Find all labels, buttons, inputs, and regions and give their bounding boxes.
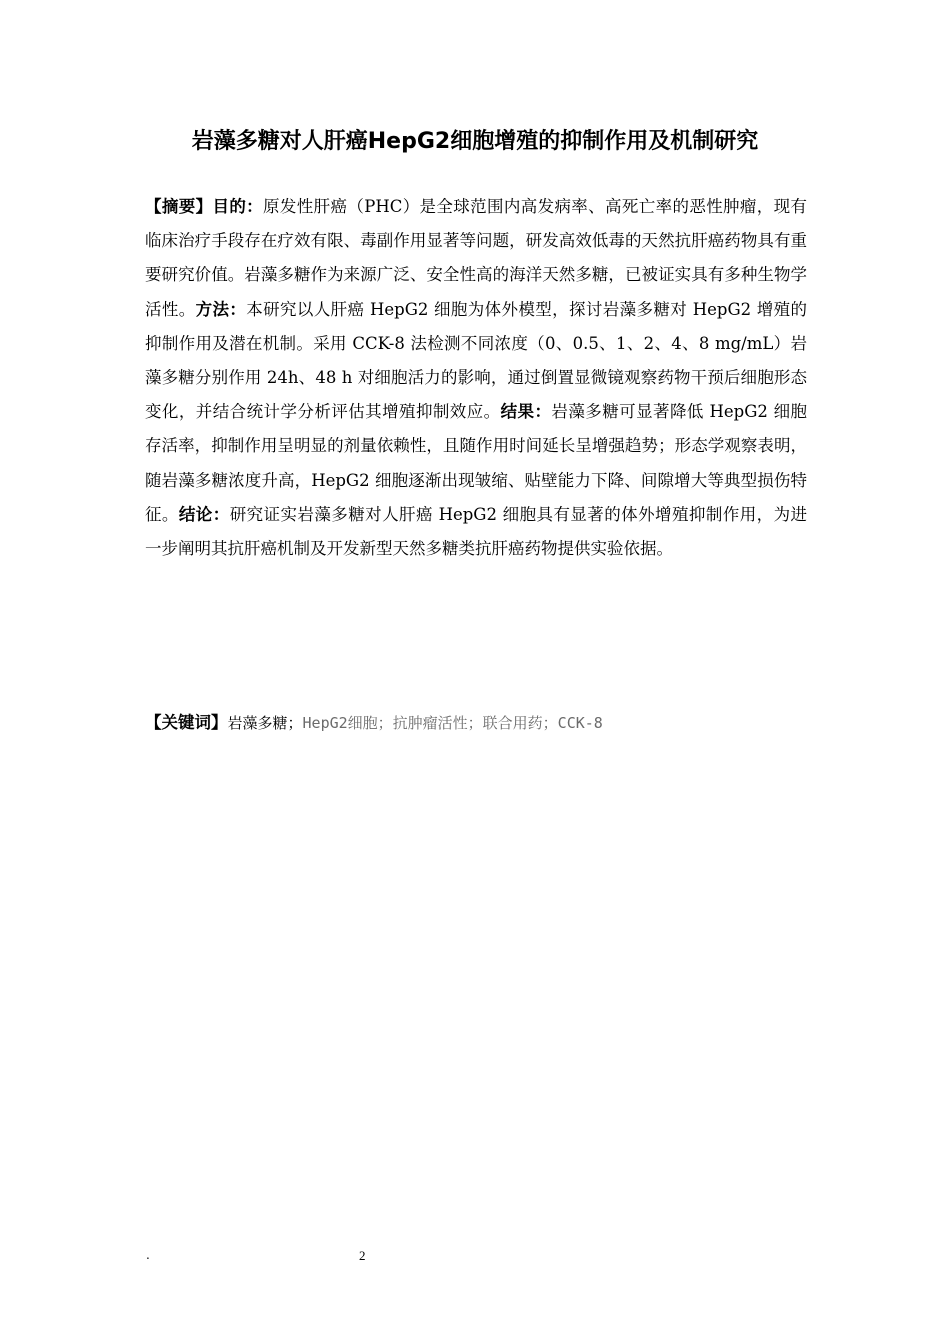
page-number: 2 (359, 1248, 366, 1263)
keywords-label: 【关键词】 (145, 713, 228, 732)
methods-text: 本研究以人肝癌 HepG2 细胞为体外模型，探讨岩藻多糖对 HepG2 增殖的抑制作用及潜在机制。采用 CCK-8 法检测不同浓度（0、0.5、1、2、4、8 mg/mL）岩藻多糖分别作用 24h、48 h 对细胞活力的影响，通过倒置显微镜观察药物干预后细胞形态变化，并结合统计学分析评估其增殖抑制效应。 (145, 299, 807, 422)
keywords-first: 岩藻多糖； (227, 714, 303, 732)
objective-label: 目的： (212, 197, 264, 216)
abstract-paragraph (145, 190, 807, 566)
keywords-line (145, 706, 807, 740)
paper-title: 岩藻多糖对人肝癌HepG2细胞增殖的抑制作用及机制研究 (191, 129, 759, 154)
conclusion-text: 研究证实岩藻多糖对人肝癌 HepG2 细胞具有显著的体外增殖抑制作用，为进一步阐明其抗肝癌机制及开发新型天然多糖类抗肝癌药物提供实验依据。 (145, 504, 808, 559)
abstract-label: 【摘要】 (145, 197, 213, 216)
results-text: 岩藻多糖可显著降低 HepG2 细胞存活率，抑制作用呈明显的剂量依赖性，且随作用时间延长呈增强趋势；形态学观察表明，随岩藻多糖浓度升高，HepG2 细胞逐渐出现皱缩、贴壁能力下降、间隙增大等典型损伤特征。 (145, 402, 808, 524)
conclusion-label: 结论： (178, 504, 230, 524)
objective-text: 原发性肝癌（PHC）是全球范围内高发病率、高死亡率的恶性肿瘤，现有临床治疗手段存在疗效有限、毒副作用显著等问题，研发高效低毒的天然抗肝癌药物具有重要研究价值。岩藻多糖作为来源广泛、安全性高的海洋天然多糖，已被证实具有多种生物学活性。 (145, 197, 808, 319)
keywords-rest: HepG2细胞；抗肿瘤活性；联合用药；CCK-8 (302, 714, 603, 732)
footer-dot: . (146, 1248, 150, 1262)
results-label: 结果： (500, 402, 552, 422)
methods-label: 方法： (195, 299, 247, 319)
